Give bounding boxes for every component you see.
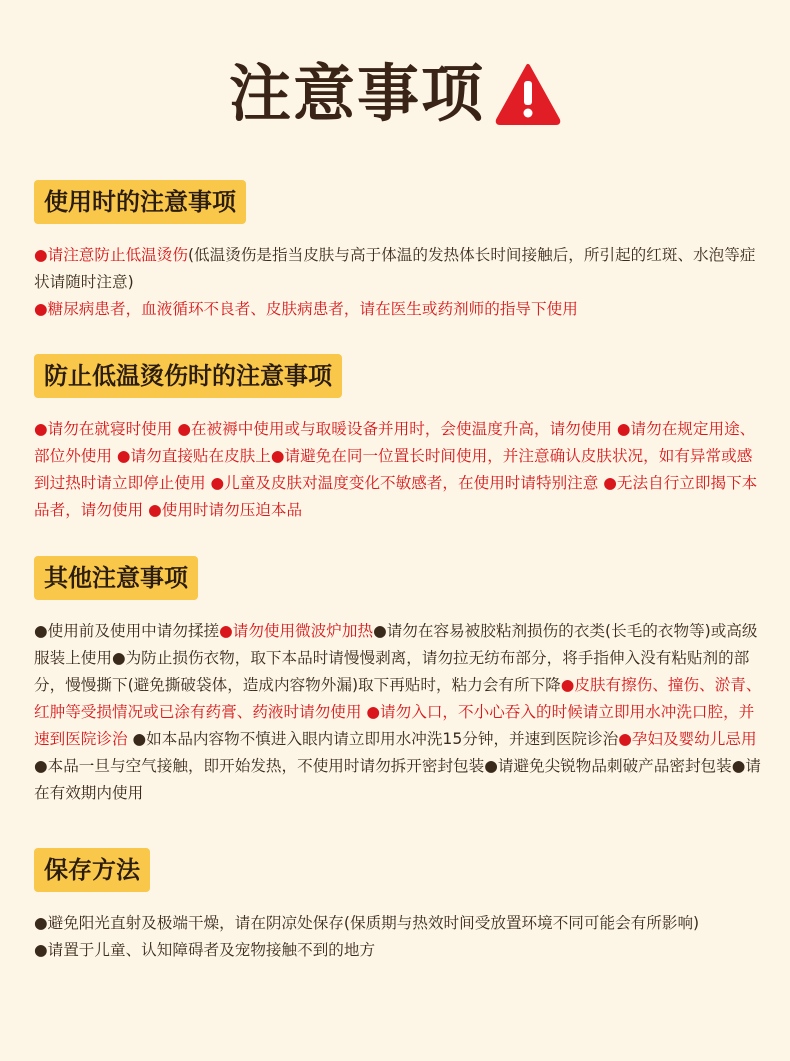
list-item: ●请置于儿童、认知障碍者及宠物接触不到的地方 (34, 941, 376, 959)
list-item (34, 296, 764, 323)
section-storage (34, 848, 764, 964)
section-heading: 保存方法 (34, 848, 150, 892)
section-body (34, 618, 764, 807)
title-row (0, 58, 790, 130)
text-segment: ●本品一旦与空气接触，即开始发热，不使用时请勿拆开密封包装●请避免尖锐物品刺破产品密封包装●请在有效期内使用 (34, 757, 761, 802)
item-detail: (低温烫伤是指当皮肤与高于体温的发热体长时间接触后，所引起的红斑、水泡等症状请随时注意) (34, 246, 756, 291)
section-body (34, 910, 764, 964)
section-other (34, 556, 764, 807)
text-segment: ●请勿在容易被胶粘剂损伤的衣类(长毛的衣物等)或高级服装上使用●为防止损伤衣物，取下本品时请慢慢剥离，请勿拉无纺布部分，将手指伸入没有粘贴剂的部分，慢慢撕下(避免撕破袋体，造成内容物外漏)取下再贴时，粘力会有所下降 (34, 622, 758, 694)
list-item: ●避免阳光直射及极端干燥，请在阴凉处保存(保质期与热效时间受放置环境不同可能会有所影响) (34, 914, 700, 932)
section-usage (34, 180, 764, 323)
warning-triangle-icon (495, 63, 561, 125)
paragraph (34, 618, 764, 807)
text-segment: ●使用前及使用中请勿揉搓 (34, 622, 220, 640)
text-segment: ●如本品内容物不慎进入眼内请立即用水冲洗15分钟，并速到医院诊治 (127, 730, 619, 748)
paragraph: ●请勿在就寝时使用 ●在被褥中使用或与取暖设备并用时，会使温度升高，请勿使用 ●请勿在规定用途、部位外使用 ●请勿直接贴在皮肤上●请避免在同一位置长时间使用，并注意确认皮肤状况，如有异常或感到过热时请立即停止使用 ●儿童及皮肤对温度变化不敏感者，在使用时请特别注意 ●无法自行立即揭下本品者，请勿使用 ●使用时请勿压迫本品 (34, 420, 758, 519)
section-body (34, 242, 764, 323)
item-emphasis: ●请注意防止低温烫伤 (34, 246, 188, 264)
text-segment: ●请勿使用微波炉加热 (219, 622, 374, 640)
item-emphasis: ●糖尿病患者，血液循环不良者、皮肤病患者，请在医生或药剂师的指导下使用 (34, 300, 578, 318)
text-segment: ●孕妇及婴幼儿忌用 (618, 730, 757, 748)
section-heading: 使用时的注意事项 (34, 180, 246, 224)
page-title: 注意事项 (228, 57, 485, 130)
section-body (34, 416, 764, 524)
section-heading: 防止低温烫伤时的注意事项 (34, 354, 342, 398)
list-item (34, 242, 764, 296)
text-segment: ●皮肤有擦伤、撞伤、淤青、红肿等受损情况或已涂有药膏、药液时请勿使用 ●请勿入口，不小心吞入的时候请立即用水冲洗口腔，并速到医院诊治 (34, 676, 762, 748)
section-heading: 其他注意事项 (34, 556, 198, 600)
section-low-temp-burn (34, 354, 764, 524)
